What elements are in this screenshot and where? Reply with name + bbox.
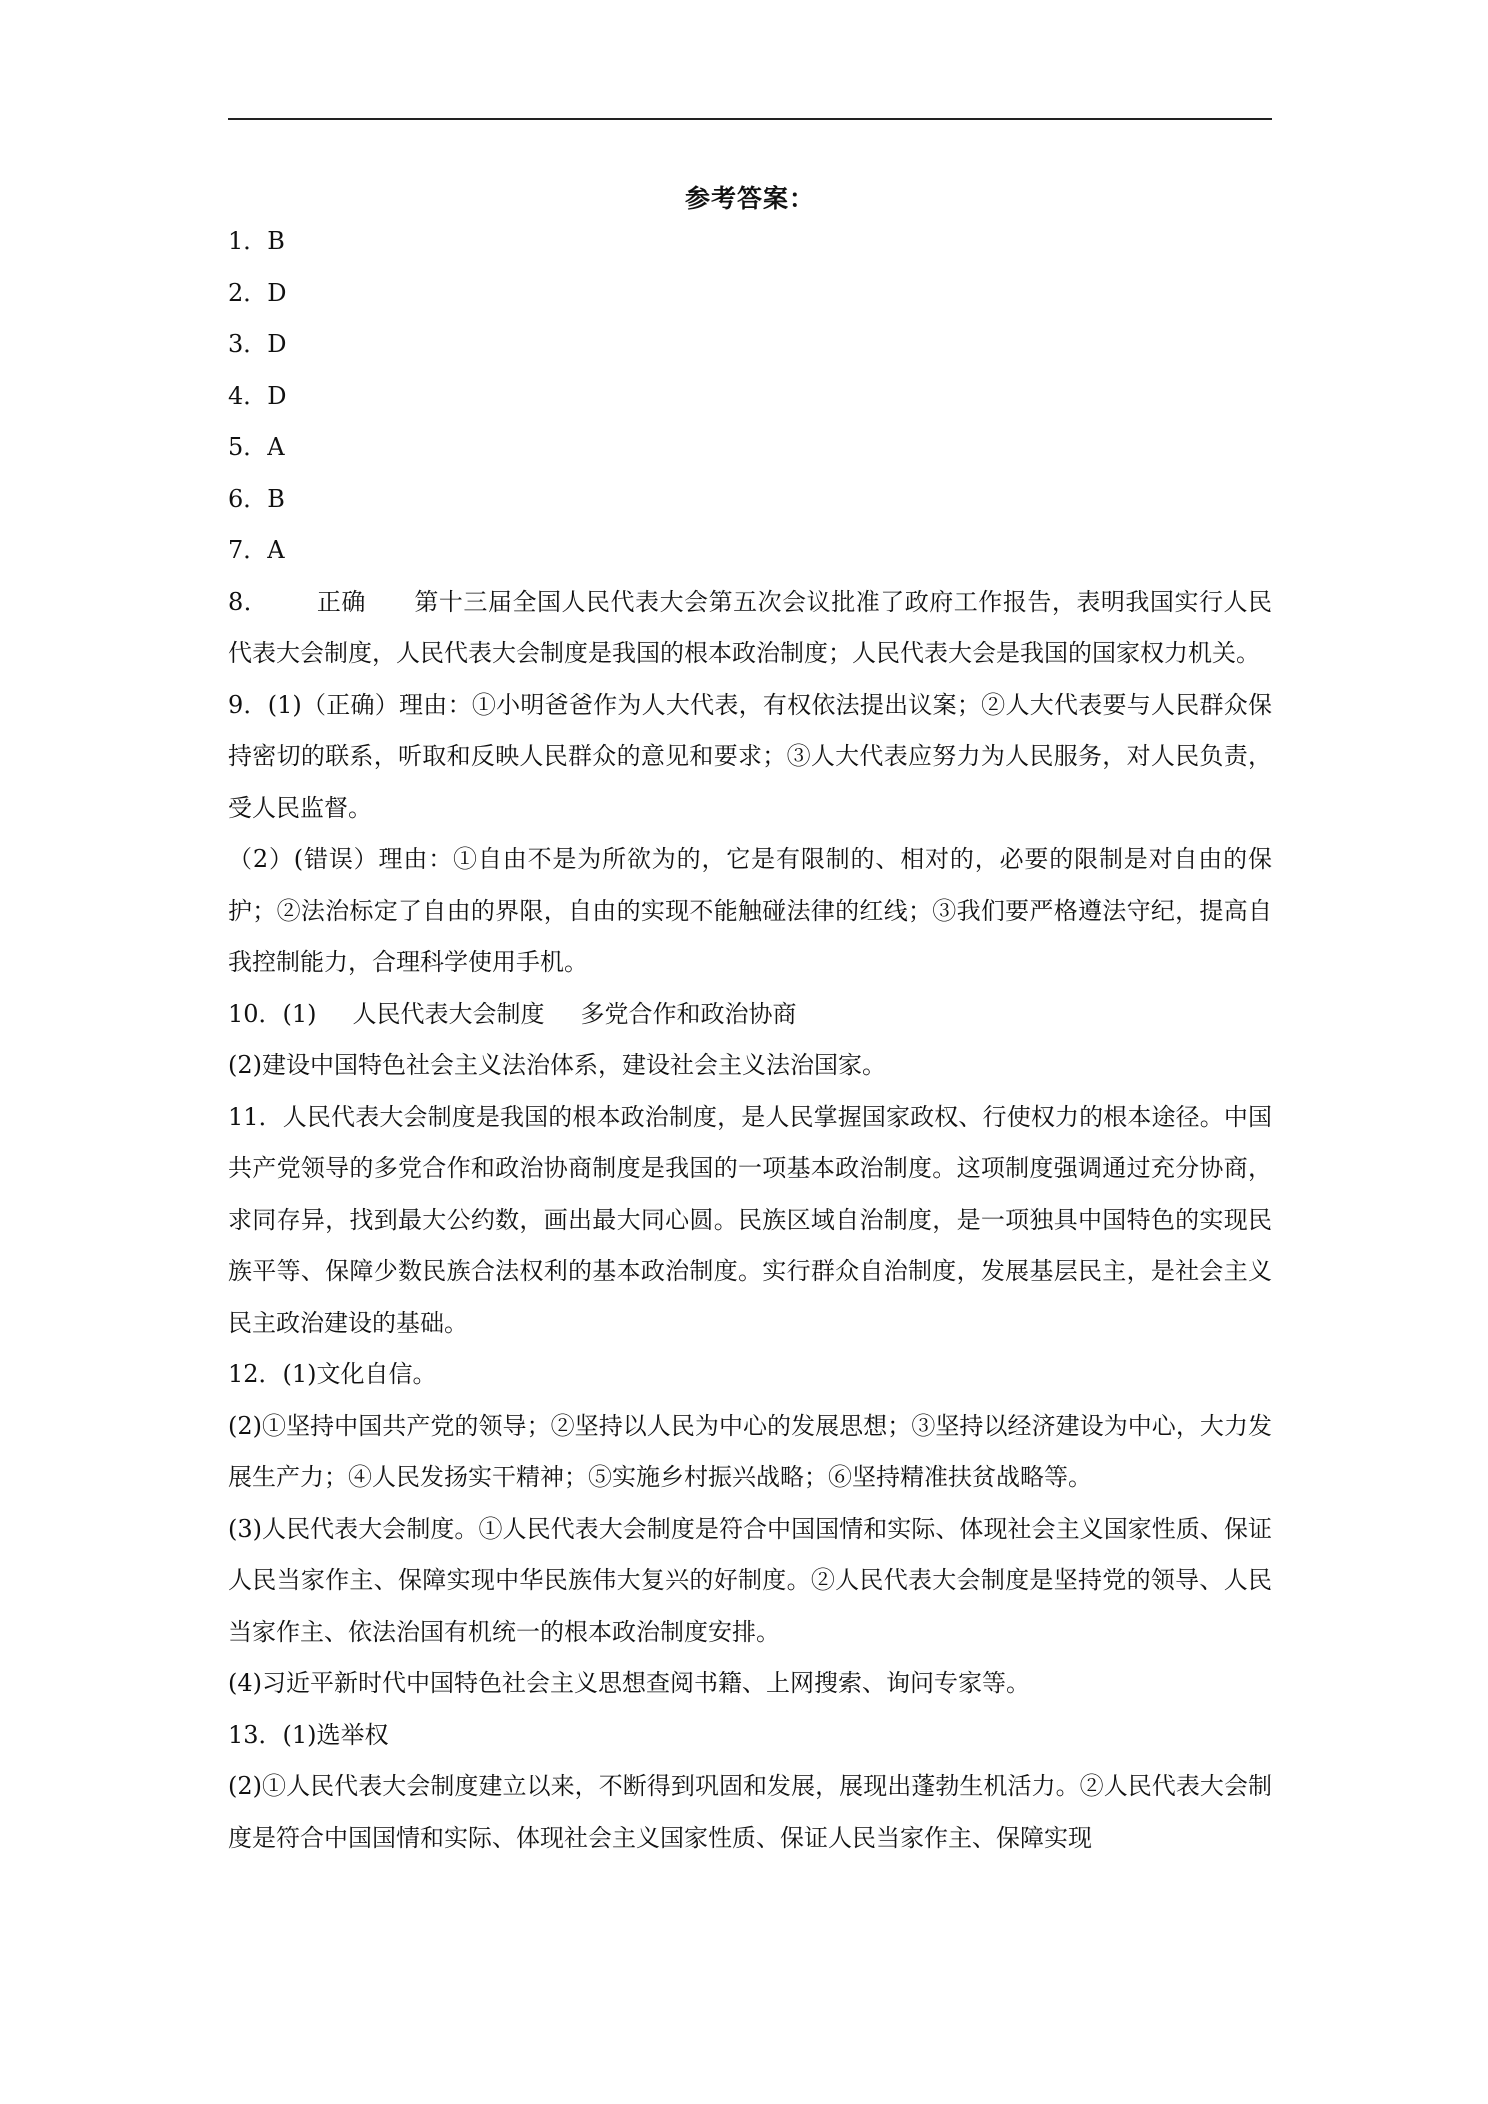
q8-explanation: 第十三届全国人民代表大会第五次会议批准了政府工作报告，表明我国实行人民代表大会制度，人民代表大会制度是我国的根本政治制度；人民代表大会是我国的国家权力机关。 [228, 587, 1273, 667]
answer-item-9-part-2: （2）(错误）理由：①自由不是为所欲为的，它是有限制的、相对的，必要的限制是对自由的保护；②法治标定了自由的界限，自由的实现不能触碰法律的红线；③我们要严格遵法守纪，提高自我控制能力，合理科学使用手机。 [228, 845, 1272, 976]
q8-verdict: 正确 [316, 587, 366, 616]
answer-item-6: 6．B [228, 484, 285, 513]
answer-item-12-part-1: 12．(1)文化自信。 [228, 1360, 437, 1388]
answer-item-5: 5．A [228, 433, 285, 461]
header-rule [228, 118, 1272, 120]
page-title: 参考答案： [684, 184, 815, 213]
answer-item-13-part-1: 13．(1)选举权 [228, 1720, 389, 1749]
answer-item-12-part-3: (3)人民代表大会制度。①人民代表大会制度是符合中国国情和实际、体现社会主义国家性质、保证人民当家作主、保障实现中华民族伟大复兴的好制度。②人民代表大会制度是坚持党的领导、人民当家作主、依法治国有机统一的根本政治制度安排。 [228, 1514, 1272, 1646]
answer-item-1: 1．B [228, 227, 285, 255]
answer-content [228, 216, 1272, 1864]
answer-item-10-part-1: 10．(1) 人民代表大会制度 多党合作和政治协商 [228, 999, 797, 1028]
answer-item-4: 4．D [228, 381, 287, 410]
answer-item-2: 2．D [228, 278, 287, 307]
answer-item-12-part-2: (2)①坚持中国共产党的领导；②坚持以人民为中心的发展思想；③坚持以经济建设为中心，大力发展生产力；④人民发扬实干精神；⑤实施乡村振兴战略；⑥坚持精准扶贫战略等。 [228, 1411, 1272, 1491]
answer-item-10-part-2: (2)建设中国特色社会主义法治体系，建设社会主义法治国家。 [228, 1051, 886, 1079]
q10-answer-a: 人民代表大会制度 [352, 999, 545, 1028]
answer-item-7: 7．A [228, 536, 285, 564]
answer-item-8: 8． 正确 第十三届全国人民代表大会第五次会议批准了政府工作报告，表明我国实行人民代表大会制度，人民代表大会制度是我国的根本政治制度；人民代表大会是我国的国家权力机关。 [228, 587, 1273, 667]
answer-item-9-part-1: 9．(1)（正确）理由：①小明爸爸作为人大代表，有权依法提出议案；②人大代表要与人民群众保持密切的联系，听取和反映人民群众的意见和要求；③人大代表应努力为人民服务，对人民负责，受人民监督。 [228, 690, 1272, 822]
answer-item-3: 3．D [228, 330, 287, 358]
answer-item-12-part-4: (4)习近平新时代中国特色社会主义思想查阅书籍、上网搜索、询问专家等。 [228, 1669, 1030, 1697]
q10-answer-b: 多党合作和政治协商 [580, 999, 797, 1028]
answer-item-13-part-2: (2)①人民代表大会制度建立以来，不断得到巩固和发展，展现出蓬勃生机活力。②人民代表大会制度是符合中国国情和实际、体现社会主义国家性质、保证人民当家作主、保障实现 [228, 1772, 1272, 1852]
answer-item-11: 11．人民代表大会制度是我国的根本政治制度，是人民掌握国家政权、行使权力的根本途径。中国共产党领导的多党合作和政治协商制度是我国的一项基本政治制度。这项制度强调通过充分协商，求同存异，找到最大公约数，画出最大同心圆。民族区域自治制度，是一项独具中国特色的实现民族平等、保障少数民族合法权利的基本政治制度。实行群众自治制度，发展基层民主，是社会主义民主政治建设的基础。 [228, 1102, 1272, 1337]
